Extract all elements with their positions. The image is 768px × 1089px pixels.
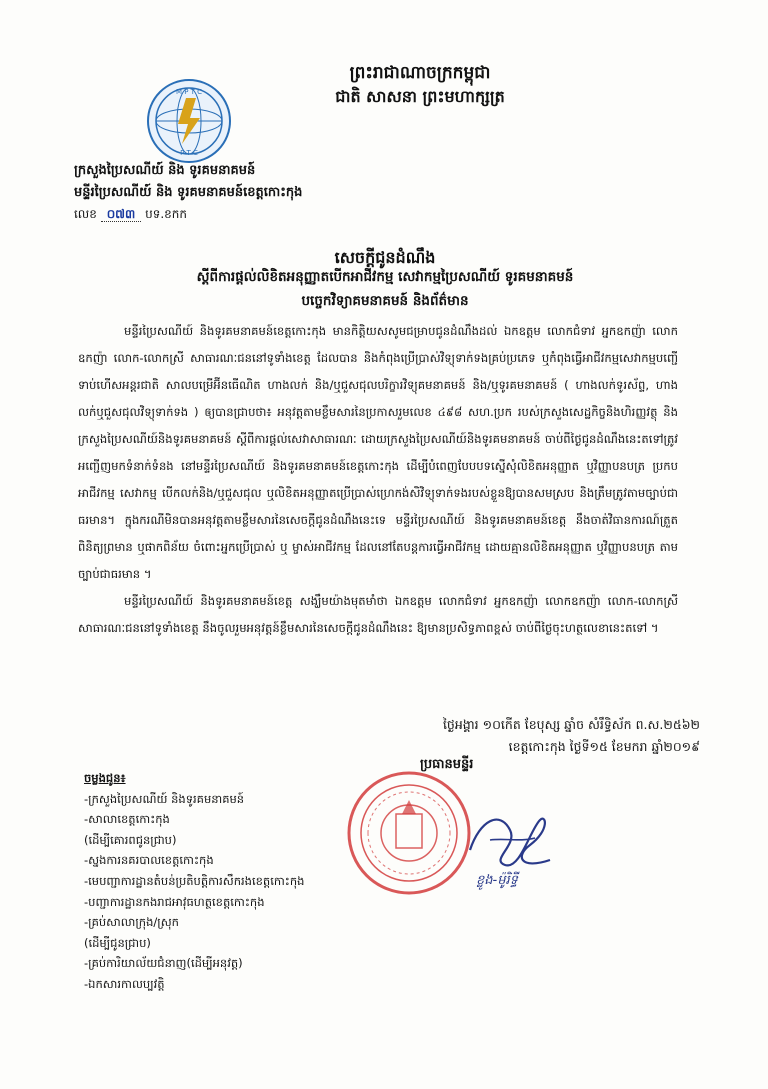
solar-date: ខេត្តកោះកុង ថ្ងៃទី១៥ ខែមករា ឆ្នាំ២០១៩ — [508, 739, 700, 754]
handwritten-signature — [460, 790, 560, 880]
logo-bottom-text: P T C — [180, 149, 198, 157]
issuer-block — [74, 160, 302, 204]
department-name: មន្ទីរប្រៃសណីយ៍ និង ទូរគមនាគមន៍ខេត្តកោះកុង — [74, 185, 303, 200]
kingdom-heading: ព្រះរាជាណាចក្រកម្ពុជា — [349, 63, 491, 83]
cc-item: (ដើម្បីជូនជ្រាប) — [84, 935, 151, 950]
ministry-name: ក្រសួងប្រៃសណីយ៍ និង ទូរគមនាគមន៍ — [74, 163, 256, 178]
official-seal — [346, 770, 472, 896]
ref-suffix: បទ.ខកក — [145, 207, 188, 221]
cc-item: -បញ្ជាការដ្ឋានកងរាជអាវុធហត្ថខេត្តកោះកុង — [84, 894, 265, 909]
cc-list — [84, 768, 304, 995]
signer-name: ខ្លូង-ម៉ូរិទ្ធី — [476, 873, 518, 888]
document-title: សេចក្តីជូនដំណឹង — [334, 248, 436, 267]
cc-item: -មេបញ្ជាការដ្ឋានតំបន់ប្រតិបត្តិការសឹករងខេត្តកោះកុង — [84, 873, 305, 888]
national-motto: ជាតិ សាសនា ព្រះមហាក្សត្រ — [335, 87, 505, 106]
cc-item: -គ្រប់សាលាក្រុង/ស្រុក — [84, 915, 179, 930]
signer-title: ប្រធានមន្ទីរ — [420, 757, 474, 772]
cc-heading: ចម្លងជូន៖ — [84, 771, 126, 785]
logo-top-text: M P T C — [175, 88, 203, 96]
body-paragraph-2: មន្ទីរប្រៃសណីយ៍ និងទូរគមនាគមន៍ខេត្ត សង្ឃឹមយ៉ាងមុតមាំថា ឯកឧត្តម លោកជំទាវ អ្នកឧកញ៉ា លោកឧកញ៉ា លោក-លោកស្រី សាធារណៈជននៅទូទាំងខេត្ត នឹងចូលរួមអនុវត្តន៍ខ្លឹមសារនៃសេចក្តីជូនដំណឹងនេះ ឱ្យមានប្រសិទ្ធភាពខ្ពស់ ចាប់ពីថ្ងៃចុះហត្ថលេខានេះតទៅ ។ — [78, 594, 678, 635]
cc-item: (ដើម្បីគោរពជូនជ្រាប) — [84, 832, 177, 847]
cc-item: -ស្នងការនគរបាលខេត្តកោះកុង — [84, 853, 214, 868]
ref-number: ០៧៣ — [101, 207, 142, 222]
ref-prefix: លេខ — [74, 207, 97, 221]
date-block — [320, 714, 700, 758]
body-paragraph-1: មន្ទីរប្រៃសណីយ៍ និងទូរគមនាគមន៍ខេត្តកោះកុង មានកិត្តិយសសូមជម្រាបជូនដំណឹងដល់ ឯកឧត្តម លោកជំទាវ អ្នកឧកញ៉ា លោកឧកញ៉ា លោក-លោកស្រី សាធារណៈជននៅទូទាំងខេត្ត ដែលបាន និងកំពុងប្រើប្រាស់វិទ្យុទាក់ទងគ្រប់ប្រភេទ ឬកំពុងធ្វើអាជីវកម្មសេវាកម្មបញ្ជើទាប់ហើសអន្តរជាតិ សាលបម្រើអ៊ីនធើណិត ហាងលក់ និង/ឬជួសជុលបរិក្ខារវិទ្យុគមនាគមន៍ និង/ឬទូរគមនាគមន៍ ( ហាងលក់ទូរស័ព្ទ, ហាងលក់ឬជួសជុលវិទ្យុទាក់ទង ) ឲ្យបានជ្រាបថា៖ អនុវត្តតាមខ្លឹមសារនៃប្រកាសរួមលេខ ៤៩៨ សហ.ប្រក របស់ក្រសួងសេដ្ឋកិច្ចនិងហិរញ្ញវត្ថុ និងក្រសួងប្រៃសណីយ៍និងទូរគមនាគមន៍ ស្តីពីការផ្តល់សេវាសាធារណៈ ដោយក្រសួងប្រៃសណីយ៍និងទូរគមនាគមន៍ ចាប់ពីថ្ងៃជូនដំណឹងនេះតទៅត្រូវអញ្ជើញមកទំនាក់ទំនង នៅមន្ទីរប្រៃសណីយ៍ និងទូរគមនាគមន៍ខេត្តកោះកុង ដើម្បីបំពេញបែបបទស្នើសុំលិខិតអនុញ្ញាត ឬវិញ្ញាបនបត្រ ប្រកបអាជីវកម្ម សេវាកម្ម បើកលក់និង/ឬជួសជុល ឬលិខិតអនុញ្ញាតប្រើប្រាស់ហ្រេកង់សិវិទ្យុទាក់ទងរបស់ខ្លួនឱ្យបានសមស្រប និងត្រឹមត្រូវតាមច្បាប់ជាធរមាន។ ក្នុងករណីមិនបានអនុវត្តតាមខ្លឹមសារនៃសេចក្តីជូនដំណឹងនេះទេ មន្ទីរប្រៃសណីយ៍ និងទូរគមនាគមន៍ខេត្ត នឹងចាត់វិធានការណ៍ត្រួតពិនិត្យព្រមាន ឬផាកពិន័យ ចំពោះអ្នកប្រើប្រាស់ ឬ ម្ចាស់អាជីវកម្ម ដែលនៅតែបន្តការធ្វើអាជីវកម្ម ដោយគ្មានលិខិតអនុញ្ញាត ឬវិញ្ញាបនបត្រ តាមច្បាប់ជាធរមាន ។ — [78, 324, 678, 581]
cc-item: -ឯកសារកាលប្បវត្តិ — [84, 976, 165, 991]
document-subject-line1: ស្តីពីការផ្តល់លិខិតអនុញ្ញាតបើកអាជីវកម្ម សេវាកម្មប្រៃសណីយ៍ ទូរគមនាគមន៍ — [196, 269, 574, 285]
document-subject-line2: បច្ចេកវិទ្យាគមនាគមន៍ និងព័ត៌មាន — [301, 293, 469, 309]
document-body — [78, 318, 678, 642]
cc-item: -ក្រសួងប្រៃសណីយ៍ និងទូរគមនាគមន៍ — [84, 791, 245, 806]
reference-number — [74, 206, 187, 224]
cc-item: -សាលាខេត្តកោះកុង — [84, 812, 170, 827]
cc-item: -គ្រប់ការិយាល័យជំនាញ(ដើម្បីអនុវត្ត) — [84, 956, 243, 971]
lunar-date: ថ្ងៃអង្គារ ១០កើត ខែបុស្ស ឆ្នាំច សំរឹទ្ធិស័ក ព.ស.២៥៦២ — [442, 717, 700, 732]
ministry-logo — [146, 78, 232, 164]
